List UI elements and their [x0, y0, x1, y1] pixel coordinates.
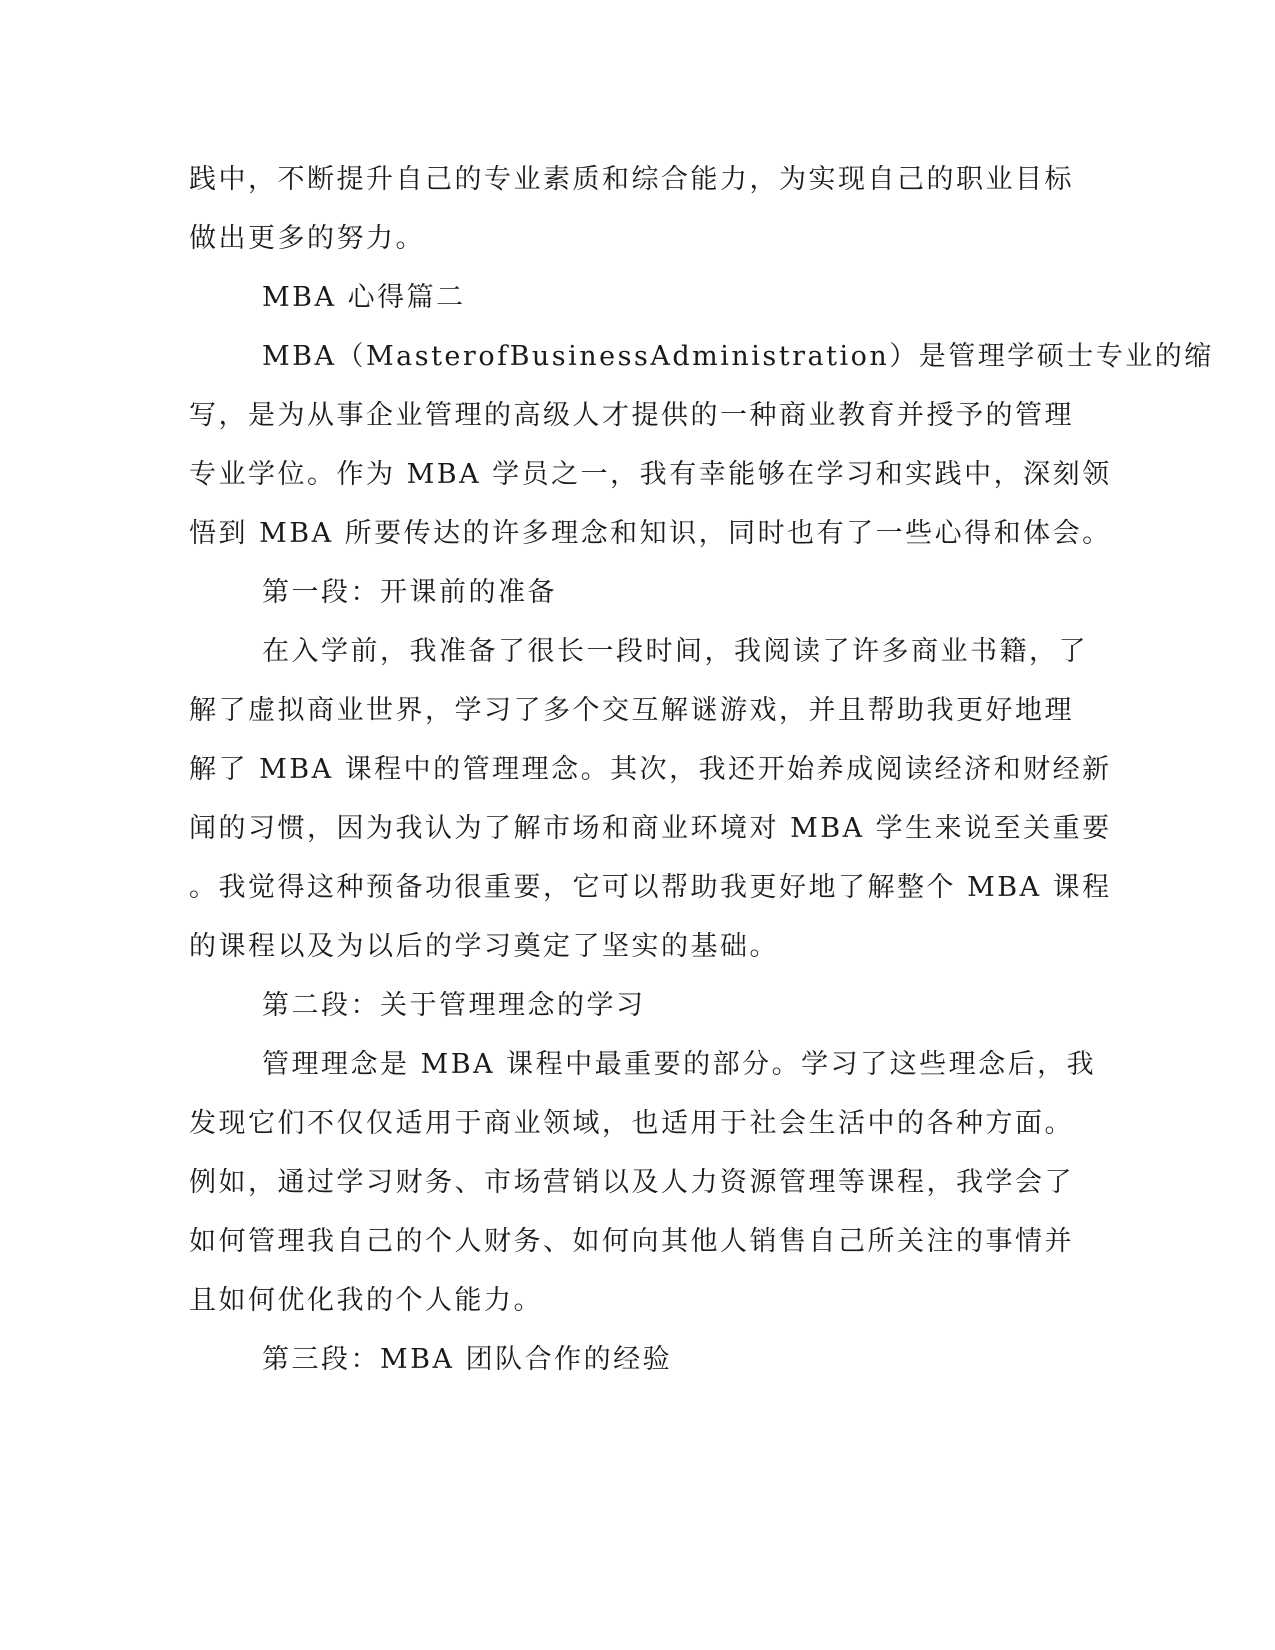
paragraph-line: 悟到 MBA 所要传达的许多理念和知识，同时也有了一些心得和体会。: [189, 518, 1112, 549]
paragraph-line: 发现它们不仅仅适用于商业领域，也适用于社会生活中的各种方面。: [189, 1108, 1074, 1139]
paragraph-line: 专业学位。作为 MBA 学员之一，我有幸能够在学习和实践中，深刻领: [189, 459, 1112, 490]
paragraph-line: 的课程以及为以后的学习奠定了坚实的基础。: [189, 931, 779, 962]
paragraph-line: 在入学前，我准备了很长一段时间，我阅读了许多商业书籍，了: [262, 636, 1088, 667]
paragraph-line: MBA（MasterofBusinessAdministration）是管理学硕士专业的缩: [262, 341, 1214, 372]
paragraph-line: 例如，通过学习财务、市场营销以及人力资源管理等课程，我学会了: [189, 1167, 1074, 1198]
section-heading-second: 第二段：关于管理理念的学习: [262, 990, 646, 1021]
paragraph-line: 管理理念是 MBA 课程中最重要的部分。学习了这些理念后，我: [262, 1049, 1097, 1080]
paragraph-line: 如何管理我自己的个人财务、如何向其他人销售自己所关注的事情并: [189, 1226, 1074, 1257]
paragraph-continuation-line: 践中，不断提升自己的专业素质和综合能力，为实现自己的职业目标: [189, 164, 1074, 195]
section-title-mba-part-two: MBA 心得篇二: [262, 282, 466, 313]
section-heading-third: 第三段：MBA 团队合作的经验: [262, 1344, 673, 1375]
paragraph-line: 且如何优化我的个人能力。: [189, 1285, 543, 1316]
paragraph-line: 解了虚拟商业世界，学习了多个交互解谜游戏，并且帮助我更好地理: [189, 695, 1074, 726]
paragraph-continuation-line: 做出更多的努力。: [189, 223, 425, 254]
paragraph-line: 写，是为从事企业管理的高级人才提供的一种商业教育并授予的管理: [189, 400, 1074, 431]
section-heading-first: 第一段：开课前的准备: [262, 577, 557, 608]
paragraph-line: 。我觉得这种预备功很重要，它可以帮助我更好地了解整个 MBA 课程: [189, 872, 1112, 903]
paragraph-line: 解了 MBA 课程中的管理理念。其次，我还开始养成阅读经济和财经新: [189, 754, 1112, 785]
paragraph-line: 闻的习惯，因为我认为了解市场和商业环境对 MBA 学生来说至关重要: [189, 813, 1112, 844]
